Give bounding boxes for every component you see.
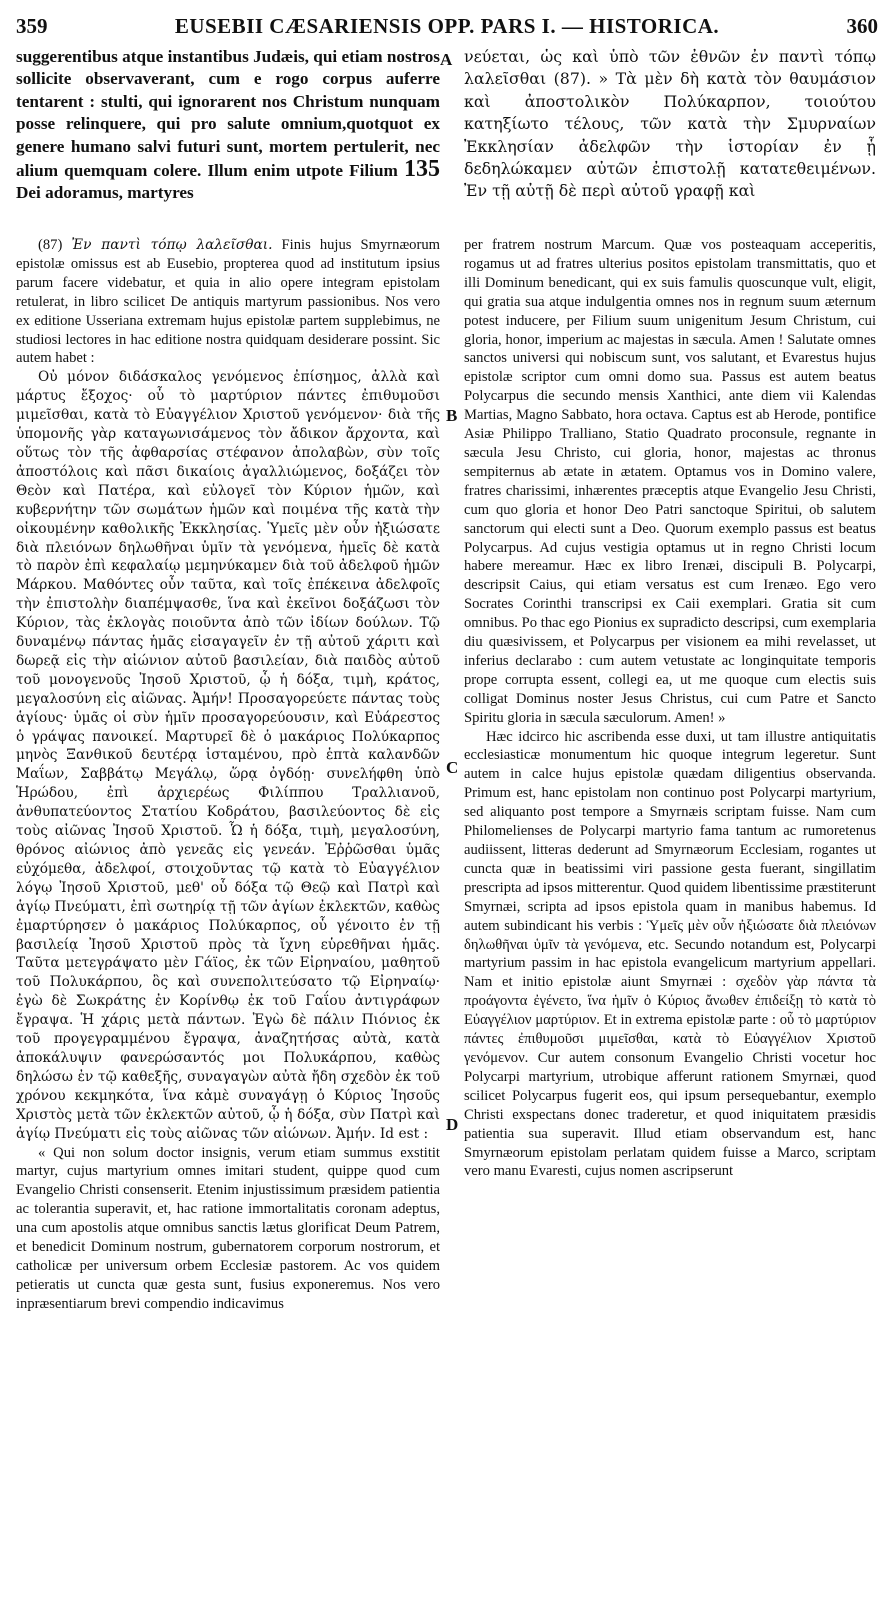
note-text: Finis hujus Smyrnæorum epistolæ omissus est ab Eusebio, propterea quod ad institutum ipsius parum facere videbatur, et quia in alio opere integram epistolam retulerat, in libro scilicet De antiquis martyrum passionibus. Nos vero ex editione Usseriana extremam hujus epistolæ partem supplebimus, ne studiosi lectores in hac editione nostra quidquam desiderare possint. Sic autem habet :: [16, 237, 440, 367]
running-title: EUSEBII CÆSARIENSIS OPP. PARS I. — HISTORICA.: [174, 14, 720, 38]
note-ref: (87): [38, 237, 63, 253]
page-number-left: 359: [16, 14, 48, 38]
margin-letter-b: B: [446, 406, 458, 425]
main-latin-text: suggerentibus atque instantibus Judæis, qui etiam nostros sollicite observaverant, cum e rogo corpus auferre tentarent : stulti, qui ignorarent nos Christum nunquam posse relinquere, qui pro salute omnium,quotquot ex genere humano salvi futuri sunt, mortem pertulerit, nec alium quemquam colere. Illum enim utpote Filium: [16, 47, 440, 181]
main-text-latin: [16, 46, 440, 222]
notes-left-column: [16, 236, 440, 1598]
main-greek-text: νεύεται, ὡς καὶ ὑπὸ τῶν ἐθνῶν ἐν παντὶ τόπῳ λαλεῖσθαι (87). » Τὰ μὲν δὴ κατὰ τὸν θαυμάσιον καὶ ἀποστολικὸν Πολύκαρπον, τοιούτου κατηξίωτο τέλους, τῶν κατὰ τὴν Σμυρναίων Ἐκκλησίαν ἀδελφῶν τὴν ἱστορίαν ἐν ᾗ δεδηλώκαμεν αὐτῶν ἐπιστολῇ κατατεθειμένων. Ἐν τῇ αὐτῇ δὲ περὶ αὐτοῦ γραφῇ καὶ: [464, 47, 876, 201]
note-lemma: Ἐν παντὶ τόπῳ λαλεῖσθαι.: [71, 237, 273, 253]
main-latin-text-cont: Dei adoramus, martyres: [16, 183, 194, 203]
note-87: [16, 236, 440, 368]
greek-quotation: Οὐ μόνον διδάσκαλος γενόμενος ἐπίσημος, ἀλλὰ καὶ μάρτυς ἔξοχος· οὗ τὸ μαρτύριον πάντες ἐπιθυμοῦσι μιμεῖσθαι, κατὰ τὸ Εὐαγγέλιον Χριστοῦ γενόμενον· διὰ τῆς ὑπομονῆς γὰρ καταγωνισάμενος τὸν ἄδικον ἄρχοντα, καὶ οὕτως τὸν τῆς ἀφθαρσίας στέφανον ἀπολαβὼν, σὺν τοῖς ἀποστόλοις καὶ πᾶσι δικαίοις ἀγαλλιώμενος, δοξάζει τὸν Θεὸν καὶ Πατέρα, καὶ εὐλογεῖ τὸν Κύριον ἡμῶν, καὶ κυβερνήτην τῶν σωμάτων ἡμῶν καὶ ποιμένα τῆς κατὰ τὴν οἰκουμένην καθολικῆς Ἐκκλησίας. Ὑμεῖς μὲν οὖν ἠξιώσατε διὰ πλειόνων δηλωθῆναι ὑμῖν τὰ γενόμενα, ἡμεῖς δὲ κατὰ τὸ παρὸν ἐπὶ κεφαλαίῳ μεμηνύκαμεν διὰ τοῦ ἀδελφοῦ ἡμῶν Μάρκου. Μαθόντες οὖν ταῦτα, καὶ τοῖς ἐπέκεινα ἀδελφοῖς τὴν ἐπιστολὴν διαπέμψασθε, ἵνα καὶ ἐκεῖνοι δοξάζωσι τὸν Κύριον, τὰς ἐκλογὰς ποιοῦντα ἀπὸ τῶν ἰδίων δούλων. Τῷ δυναμένῳ πάντας ἡμᾶς εἰσαγαγεῖν ἐν τῇ αὐτοῦ χάριτι καὶ δωρεᾷ εἰς τὴν αἰώνιον αὐτοῦ βασιλείαν, διὰ παιδὸς αὐτοῦ τοῦ μονογενοῦς Ἰησοῦ Χριστοῦ, ᾧ ἡ δόξα, τιμὴ, κράτος, μεγαλοσύνη εἰς αἰῶνας. Ἀμήν! Προσαγορεύετε πάντας τοὺς ἁγίους· ὑμᾶς οἱ σὺν ἡμῖν προσαγορεύουσιν, καὶ Εὐάρεστος ὁ γράψας πανοικεί. Μαρτυρεῖ δὲ ὁ μακάριος Πολύκαρπος μηνὸς Ξανθικοῦ δευτέρᾳ ἱσταμένου, πρὸ ἑπτὰ καλανδῶν Μαΐων, Σαββάτῳ Μεγάλῳ, ὥρᾳ ὀγδόῃ· συνελήφθη ὑπὸ Ἡρώδου, ἐπὶ ἀρχιερέως Φιλίππου Τραλλιανοῦ, ἀνθυπατεύοντος Στατίου Κοδράτου, βασιλεύοντος δὲ εἰς τοὺς αἰῶνας Ἰησοῦ Χριστοῦ. Ὧ ἡ δόξα, τιμὴ, μεγαλοσύνη, θρόνος αἰώνιος ἀπὸ γενεᾶς εἰς γενεάν. Ἐῤῥῶσθαι ὑμᾶς εὐχόμεθα, ἀδελφοί, στοιχοῦντας τῷ κατὰ τὸ Εὐαγγέλιον λόγῳ Ἰησοῦ Χριστοῦ, μεθ' οὗ δόξα τῷ Θεῷ καὶ Πατρὶ καὶ ἁγίῳ Πνεύματι, ἐπὶ σωτηρίᾳ τῇ τῶν ἁγίων ἐκλεκτῶν, καθὼς ἐμαρτύρησεν ὁ μακάριος Πολύκαρπος, οὗ γένοιτο ἐν τῇ βασιλείᾳ Ἰησοῦ Χριστοῦ πρὸς τὰ ἴχνη εὑρεθῆναι ἡμᾶς. Ταῦτα μετεγράψατο μὲν Γάϊος, ἐκ τῶν Εἰρηναίου, μαθητοῦ τοῦ Πολυκάρπου, ὃς καὶ συνεπολιτεύσατο τῷ Εἰρηναίῳ· ἐγὼ δὲ Σωκράτης ἐν Κορίνθῳ ἐκ τοῦ Γαΐου ἀντιγράφων ἔγραψα. Ἡ χάρις μετὰ πάντων. Ἐγὼ δὲ πάλιν Πιόνιος ἐκ τοῦ προγεγραμμένου ἔγραψα, ἀναζητήσας αὐτὰ, κατὰ ἀποκάλυψιν φανερώσαντός μοι Πολυκάρπου, καθὼς δηλώσω ἐν τῷ καθεξῆς, συναγαγὼν αὐτὰ ἤδη σχεδὸν ἐκ τοῦ χρόνου κεκμηκότα, ἵνα κἀμὲ συναγάγῃ ὁ Κύριος Ἰησοῦς Χριστὸς μετὰ τῶν ἐκλεκτῶν αὐτοῦ, ᾧ ἡ δόξα, σὺν Πατρὶ καὶ ἁγίῳ Πνεύματι εἰς τοὺς αἰῶνας τῶν αἰώνων. Ἀμήν. Id est :: [16, 369, 440, 1142]
page-number-right: 360: [846, 14, 878, 38]
margin-letter-d: D: [446, 1115, 459, 1134]
latin-translation-cont: per fratrem nostrum Marcum. Quæ vos posteaquam acceperitis, rogamus ut ad fratres ulterius positos epistolam transmittatis, quo et illi Dominum benedicant, qui ex suis famulis quoscunque vult, eligit, qui gratia sua atque indulgentia omnes nos in regnum suum æternum potest inducere, per Filium suum unigenitum Jesum Christum, cui gloria, honor, imperium ac majestas in sæcula. Amen ! Salutate omnes sanctos universi qui nobiscum sunt, vos salutant, et Evarestus hujus epistolæ scriptor cum omni domo sua. Passus est autem beatus Polycarpus die secundo mensis Xanthici, ante diem vii Kalendas Martias, Magno Sabbato, hora octava. Captus est ab Herode, pontifice Asiæ Philippo Tralliano, Statio Quadrato proconsule, regnante in sæcula Jesu Christo, cui gloria, honor, majestas ac thronus sempiternus ab ætate in ætatem. Optamus vos in Domino valere, fratres charissimi, inhærentes præceptis atque Evangelio Jesu Christi, cum quo gloria et honor Deo Patri sanctoque Spiritui, ob salutem sanctorum qui electi sunt a Deo. Quorum exemplo passus est beatus Polycarpus. Ad cujus vestigia optamus ut in regno Christi locum habere mereamur. Hæc ex libro Irenæi, discipuli B. Polycarpi, descripsit Caius, qui etiam versatus est cum Irenæo. Ego vero Socrates Corinthi transcripsi ex Caii exemplari. Gratia sit cum omnibus. Po thac ego Pionius ex supradicto descripsi, cum exemplaria diu quæsivissem, et Polycarpus per visionem ea mihi revelasset, ut inferius declarabo : cum autem vetustate ac longinquitate temporis prope corrupta essent, collegi ea, ut me quoque cum electis suis colligat Dominus noster Jesus Christus, cui cum Patre et Sancto Spiritu gloria in sæcula sæculorum. Amen! »: [464, 237, 876, 726]
commentary-paragraph: Hæc idcirco hic ascribenda esse duxi, ut tam illustre antiquitatis ecclesiasticæ monumentum hic quoque integrum legeretur. Sunt autem in calce hujus epistolæ quædam diligentius observanda. Primum est, hanc epistolam non continuo post Polycarpi martyrium, sed aliquanto post tempore a Smyrnæis scriptam fuisse. Nam cum Philomelienses de Polycarpi martyrio fama tantum ac rumoretenus audiissent, litteras dederunt ad Smyrnæorum Ecclesiam, rogantes ut cuncta quæ in beatissimi viri passione gesta fuerant, singillatim prescripta ad ipsos mitterentur. Quod quidem libentissime præstiterunt Smyrnæi, scripta ad ipsos epistola quam in manibus habemus. Id autem subindicant his verbis : Ὑμεῖς μὲν οὖν ἠξιώσατε διὰ πλειόνων δηλωθῆναι ὑμῖν τὰ γενόμενα, etc. Secundo notandum est, Polycarpi martyrium passim in hac epistola evangelicum martyrium appellari. Nam et initio epistolæ aiunt Smyrnæi : σχεδὸν γὰρ πάντα τὰ προάγοντα ἐγένετο, ἵνα ἡμῖν ὁ Κύριος ἄνωθεν ἐπιδείξῃ τὸ κατὰ τὸ Εὐαγγέλιον μαρτύριον. Et in extrema epistolæ parte : οὗ τὸ μαρτύριον πάντες ἐπιθυμοῦσι μιμεῖσθαι, κατὰ τὸ Εὐαγγέλιον Χριστοῦ γενόμενον. Cur autem consonum Evangelio Christi vocetur hoc Polycarpi martyrium, utrobique afferunt rationem Smyrnæi, quod scilicet Polycarpus fugerit eos, qui ipsum persequebantur, exemplo Christi exspectans donec traderetur, et quod iniquitatem præsidis patientia sua superavit. Illud etiam observandum est, hanc Smyrnæorum epistolam perlatam quidem fuisse a Marco, scriptam vero manu Evaresti, cujus nomen ascripserunt: [464, 728, 876, 1180]
latin-translation: « Qui non solum doctor insignis, verum etiam summus exstitit martyr, cujus martyrium omnes imitari student, quippe quod cum Evangelio Christi consenserit. Etenim injustissimum præsidem patientia ac tolerantia superavit, et, hac ratione immortalitatis coronam adeptus, una cum apostolis atque omnibus sanctis lætus glorificat Deum Patrem, et benedicit Dominum nostrum, gubernatorem corporum nostrorum, et catholicæ per universum orbem Ecclesiæ pastorem. Ac vos quidem petieratis ut cuncta quæ gesta sunt, fusius exponeremus. Nos vero inpræsentiarum brevi compendio indicavimus: [16, 1144, 440, 1312]
notes-right-column: [464, 236, 876, 1598]
margin-letter-c: C: [446, 758, 459, 777]
page-marker: 135: [404, 156, 440, 183]
margin-letter-a: A: [440, 50, 453, 69]
main-text-greek: [464, 46, 876, 222]
page-header: [16, 14, 878, 42]
